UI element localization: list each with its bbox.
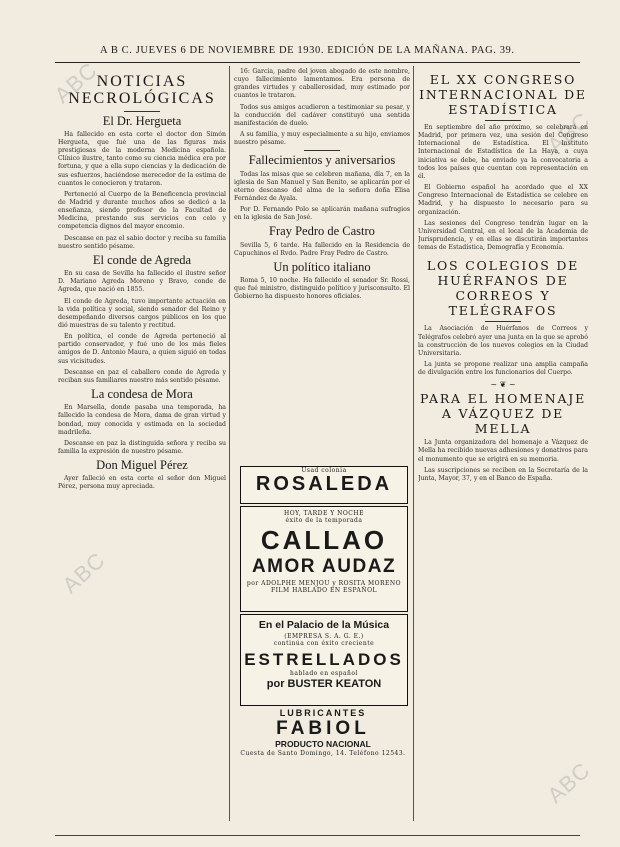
ad-line: PRODUCTO NACIONAL	[275, 739, 371, 749]
ad-brand: FABIOL	[276, 718, 370, 739]
paragraph: A su familia, y muy especialmente a su hijo, enviamos nuestro pésame.	[234, 131, 410, 147]
divider	[124, 111, 160, 112]
divider	[304, 150, 340, 151]
column-divider	[413, 66, 414, 821]
section-title: Fallecimientos y aniversarios	[248, 153, 396, 168]
obituary-title: Don Miguel Pérez	[96, 458, 188, 473]
divider	[485, 321, 521, 322]
ad-line: Cuesta de Santo Domingo, 14. Teléfono 12543.	[240, 750, 406, 757]
ornament-divider: ~ ❦ ~	[490, 380, 516, 390]
paragraph: Por D. Fernando Polo se aplicarán mañana sufragios en la iglesia de San José.	[234, 206, 410, 222]
paragraph: Las sesiones del Congreso tendrán lugar en la Universidad Central, en el local de la Academia de Jurisprudencia, y en ellas se discutirán importantes temas de Estadística, Demografía y Economía.	[418, 219, 588, 252]
article-title: PARA EL HOMENAJE A VÁZQUEZ DE MELLA	[419, 391, 587, 437]
article-title: LOS COLEGIOS DE HUÉRFANOS DE CORREOS Y TELÉGRAFOS	[426, 258, 580, 319]
section-title: NOTICIAS NECROLÓGICAS	[68, 73, 216, 107]
watermark: ABC	[542, 757, 596, 809]
footer-rule	[55, 835, 580, 836]
article-title: EL XX CONGRESO INTERNACIONAL DE ESTADÍSTICA	[419, 72, 587, 117]
paragraph: En su casa de Sevilla ha fallecido el ilustre señor D. Mariano Agreda Moreno y Bravo, conde de Agreda, que nació en 1855.	[58, 270, 226, 294]
column-divider	[229, 66, 230, 821]
ad-theater: CALLAO	[260, 525, 388, 555]
column-2	[234, 68, 410, 448]
ad-line: HOY, TARDE Y NOCHE	[283, 510, 364, 517]
ad-film-title: ESTRELLADOS	[244, 650, 404, 669]
ad-line: éxito de la temporada	[285, 517, 363, 524]
paragraph: Todas las misas que se celebren mañana, día 7, en la iglesia de San Manuel y San Benito, se aplicarán por el eterno descanso del alma de la señora doña Elisa Fernández de Ayala.	[234, 170, 410, 202]
ad-brand: ROSALEDA	[255, 473, 393, 495]
column-3	[418, 68, 588, 833]
ad-line: (EMPRESA S. A. G. E.)	[284, 633, 364, 640]
ad-fabiol	[240, 708, 406, 760]
divider	[485, 120, 521, 121]
watermark: ABC	[542, 107, 596, 159]
paragraph: En Marsella, donde pasaba una temporada, ha fallecido la condesa de Mora, dama de gran virtud y bondad, muy conocida y estimada en la sociedad madrileña.	[58, 404, 226, 436]
paragraph: Descanse en paz el sabio doctor y reciba su familia nuestro sentido pésame.	[58, 234, 226, 250]
paragraph: En política, el conde de Agreda perteneció al partido conservador, y fué uno de los más fieles amigos de D. Antonio Maura, a quien siguió en todas sus vicisitudes.	[58, 333, 226, 365]
ad-theater: En el Palacio de la Música	[258, 619, 390, 631]
paragraph: La Junta organizadora del homenaje a Vázquez de Mella ha recibido nuevas adhesiones y donativos para el monumento que se erigirá en su memoria.	[418, 439, 588, 463]
paragraph: Roma 5, 10 noche. Ha fallecido el senador Sr. Rossi, que fué ministro, distinguido político y jurisconsulto. El Gobierno ha dispuesto honores oficiales.	[234, 277, 410, 301]
section-title: Fray Pedro de Castro	[269, 224, 375, 239]
paragraph: Todos sus amigos acudieron a testimoniar su pesar, y la conducción del cadáver constituyó una sentida manifestación de duelo.	[234, 103, 410, 127]
ad-line: FILM HABLADO EN ESPAÑOL	[271, 587, 377, 594]
watermark: ABC	[49, 57, 103, 109]
paragraph: En septiembre del año próximo, se celebrará en Madrid, por primera vez, una sesión del Congreso Internacional de Estadística. El Instituto Internacional de Estadística de La Haya, a cuya iniciativa se debe, ha enviado ya la convocatoria a todos los países que cuentan con representación en él.	[418, 124, 588, 180]
ad-line: hablado en español	[290, 670, 358, 677]
paragraph: Ayer falleció en esta corte el señor don Miguel Pérez, persona muy apreciada.	[58, 475, 226, 491]
section-title: Un político italiano	[273, 259, 371, 274]
paragraph: Ha fallecido en esta corte el doctor don Simón Hergueta, que fué una de las figuras más prestigiosas de la moderna Medicina española. Clínico ilustre, tanto como su ciencia médica era por fortuna, y que a ella supo ciencias y la dedicación de sus esfuerzos, haciéndose merecedor de la estima de cuantos le conocieron y trataron.	[58, 130, 226, 187]
header-rule	[55, 62, 580, 63]
watermark: ABC	[57, 547, 111, 599]
ad-line: LUBRICANTES	[279, 708, 367, 718]
ad-line: Usad colonia	[301, 467, 347, 474]
obituary-title: El Dr. Hergueta	[102, 113, 182, 128]
paragraph: Descanse en paz la distinguida señora y reciba su familia la expresión de nuestro pésame.	[58, 439, 226, 455]
obituary-title: La condesa de Mora	[91, 387, 193, 402]
ad-line: por ADOLPHE MENJOU y ROSITA MORENO	[246, 580, 402, 587]
ad-line: por BUSTER KEATON	[266, 678, 382, 690]
paragraph: La junta se propone realizar una amplia campaña de divulgación entre los funcionarios del Cuerpo.	[418, 360, 588, 377]
column-1	[58, 68, 226, 833]
ad-rosaleda	[240, 466, 408, 504]
paragraph: 16: García, padre del joven abogado de este nombre, cuyo fallecimiento lamentamos. Era persona de grandes virtudes y caballerosidad, muy estimado por cuantos le trataron.	[234, 68, 410, 100]
ad-palacio-musica	[240, 614, 408, 706]
ad-callao	[240, 506, 408, 612]
obituary-title: El conde de Agreda	[92, 252, 192, 267]
paragraph: Las suscripciones se reciben en la Secretaría de la Junta, Mayor, 37, y en el Banco de España.	[418, 466, 588, 482]
page-header: A B C. JUEVES 6 DE NOVIEMBRE DE 1930. EDICIÓN DE LA MAÑANA. PAG. 39.	[100, 45, 515, 56]
paragraph: El Gobierno español ha acordado que el XX Congreso Internacional de Estadística se celebre en Madrid, y ha dispuesto lo necesario para su organización.	[418, 184, 588, 216]
ad-film-title: AMOR AUDAZ	[251, 556, 397, 577]
paragraph: Sevilla 5, 6 tarde. Ha fallecido en la Residencia de Capuchinos el Rvdo. Padre Fray Pedro de Castro.	[234, 241, 410, 257]
paragraph: Descanse en paz el caballero conde de Agreda y reciban sus familiares nuestro más sentido pésame.	[58, 368, 226, 384]
paragraph: Perteneció al Cuerpo de la Beneficencia provincial de Madrid y durante muchos años se dedicó a la enseñanza, siendo profesor de la Facultad de Medicina, prestando sus servicios con celo y competencia dignos del mayor encomio.	[58, 190, 226, 231]
paragraph: El conde de Agreda, tuvo importante actuación en la vida política y social, siendo senador del Reino y desempeñando diversos cargos públicos en los que dió muestras de su talento y rectitud.	[58, 297, 226, 329]
ad-line: continúa con éxito creciente	[273, 640, 375, 647]
paragraph: La Asociación de Huérfanos de Correos y Telégrafos celebró ayer una junta en la que se aprobó la construcción de los nuevos colegios en la Ciudad Universitaria.	[418, 325, 588, 357]
